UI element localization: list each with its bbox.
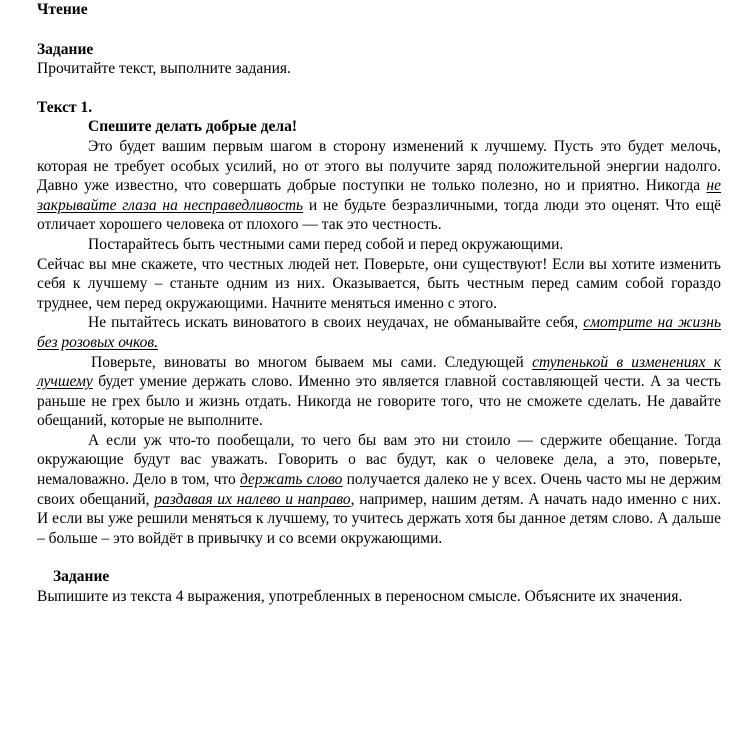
paragraph-1-part-b: и не будьте безразличными, тогда люди это оценят. Что ещё отличает хорошего человека от плохого — так это честность. (37, 196, 722, 234)
figurative-phrase-1: не закрывайте глаза на несправедливость (37, 177, 721, 214)
figurative-phrase-4: держать слово (239, 471, 343, 489)
task1-text: Прочитайте текст, выполните задания. (37, 60, 291, 78)
document-page (37, 0, 721, 607)
figurative-phrase-2: смотрите на жизнь без розовых очков. (37, 314, 721, 351)
paragraph-1 (37, 137, 721, 235)
task2-text: Выпишите из текста 4 выражения, употребленных в переносном смысле. Объясните их значения. (37, 588, 683, 606)
paragraph-4-part-a: Не пытайтесь искать виноватого в своих неудачах, не обманывайте себя, (88, 314, 584, 332)
paragraph-4 (37, 313, 721, 352)
paragraph-3: Сейчас вы мне скажете, что честных людей нет. Поверьте, они существуют! Если вы хотите изменить себя к лучшему – станьте одним из них. Оказывается, быть честным перед самим собой гораздо труднее, чем перед окружающими. Начните меняться именно с этого. (37, 255, 721, 312)
paragraph-6-part-c: , например, нашим детям. А начать надо именно с них. И если вы уже решили меняться к лучшему, то учитесь держать хотя бы данное детям слово. А дальше – больше – это войдёт в привычку и со всеми окружающими. (37, 490, 721, 547)
text1-title: Спешите делать добрые дела! (88, 118, 297, 136)
section-heading: Чтение (37, 1, 88, 18)
text1-label: Текст 1. (37, 98, 93, 116)
paragraph-6 (37, 431, 721, 549)
paragraph-6-part-a: А если уж что-то пообещали, то чего бы вам это ни стоило — сдержите обещание. Тогда окружающие будут вас уважать. Говорить о вас будут, как о человеке дела, а это, поверьте, немаловажно. Дело в том, что (37, 431, 721, 489)
paragraph-2: Постарайтесь быть честными сами перед собой и перед окружающими. (88, 235, 564, 253)
paragraph-5-part-a: Поверьте, виноваты во многом бываем мы сами. Следующей (91, 353, 533, 371)
paragraph-1-part-a: Это будет вашим первым шагом в сторону изменений к лучшему. Пусть это будет мелочь, которая не требует особых усилий, но от этого вы получите заряд положительной энергии надолго. Давно уже известно, что совершать добрые поступки не только полезно, но и приятно. Никогда (37, 137, 721, 195)
paragraph-5 (37, 353, 721, 431)
paragraph-5-part-b: будет умение держать слово. Именно это является главной составляющей чести. А за честь раньше не грех было и жизнь отдать. Никогда не говорите того, что не сможете сделать. Не давайте обещаний, которые не выполните. (37, 373, 721, 430)
task1-heading: Задание (37, 40, 94, 58)
task2-heading: Задание (53, 568, 110, 586)
figurative-phrase-3: ступенькой в изменениях к лучшему (37, 353, 721, 391)
figurative-phrase-5: раздавая их налево и направо (154, 490, 351, 508)
paragraph-6-part-b: получается далеко не у всех. Очень часто мы не держим своих обещаний, (37, 471, 722, 508)
